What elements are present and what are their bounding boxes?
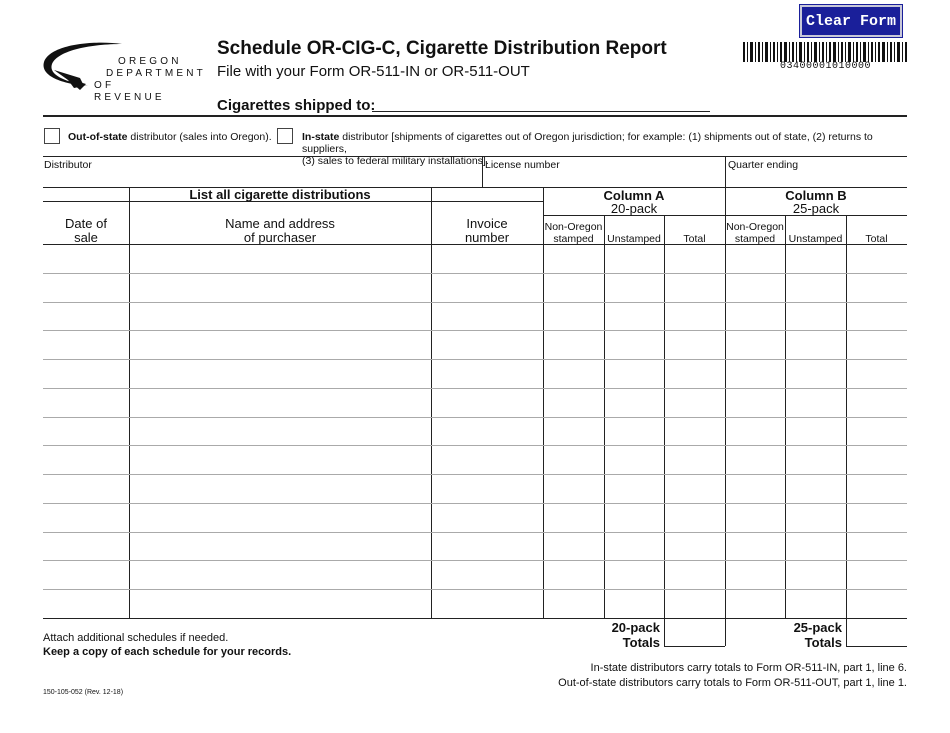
cell-name[interactable]: [131, 333, 433, 358]
cell-invoice[interactable]: [433, 276, 545, 301]
in-state-checkbox[interactable]: [277, 128, 293, 144]
cell-b-total[interactable]: [848, 276, 909, 301]
cell-b-total[interactable]: [848, 391, 909, 416]
cell-b-total[interactable]: [848, 448, 909, 473]
column-b-sub: 25-pack: [792, 201, 840, 216]
table-row-line: [43, 474, 907, 475]
table-row-line: [43, 273, 907, 274]
cell-a-non-oregon[interactable]: [545, 506, 606, 531]
page-title: Schedule OR-CIG-C, Cigarette Distribution Report: [217, 38, 667, 59]
cell-a-non-oregon[interactable]: [545, 247, 606, 272]
barcode-icon: [743, 42, 907, 62]
cell-a-non-oregon[interactable]: [545, 477, 606, 502]
cell-b-total[interactable]: [848, 477, 909, 502]
quarter-ending-input[interactable]: [728, 171, 908, 187]
b-totals-bottom-line: [846, 646, 907, 647]
in-state-carry-note: In-state distributors carry totals to Form OR-511-IN, part 1, line 6.: [590, 662, 907, 674]
keep-copy-note: Keep a copy of each schedule for your records.: [43, 646, 292, 658]
cell-a-non-oregon[interactable]: [545, 276, 606, 301]
b-totals-label: 25-pack Totals: [793, 620, 842, 650]
cell-a-total[interactable]: [666, 592, 727, 617]
clear-form-button[interactable]: Clear Form: [800, 5, 902, 37]
cell-a-unstamped[interactable]: [606, 448, 666, 473]
cell-a-non-oregon[interactable]: [545, 333, 606, 358]
cell-a-non-oregon[interactable]: [545, 535, 606, 560]
cell-name[interactable]: [131, 391, 433, 416]
cell-a-non-oregon[interactable]: [545, 305, 606, 330]
out-of-state-checkbox[interactable]: [44, 128, 60, 144]
cell-date[interactable]: [45, 276, 131, 301]
cell-date[interactable]: [45, 362, 131, 387]
cell-a-total[interactable]: [666, 305, 727, 330]
cell-a-unstamped[interactable]: [606, 305, 666, 330]
table-row-line: [43, 560, 907, 561]
cell-b-non-oregon[interactable]: [727, 420, 787, 445]
cell-date[interactable]: [45, 333, 131, 358]
cell-b-unstamped[interactable]: [787, 276, 848, 301]
cell-name[interactable]: [131, 305, 433, 330]
license-number-label: License number: [485, 159, 560, 171]
cell-a-unstamped[interactable]: [606, 362, 666, 387]
cell-b-unstamped[interactable]: [787, 247, 848, 272]
column-b-title: Column B: [785, 188, 847, 203]
cell-b-non-oregon[interactable]: [727, 592, 787, 617]
cell-a-total[interactable]: [666, 563, 727, 588]
cell-name[interactable]: [131, 276, 433, 301]
cell-name[interactable]: [131, 448, 433, 473]
cell-b-total[interactable]: [848, 535, 909, 560]
cell-invoice[interactable]: [433, 592, 545, 617]
cell-a-unstamped[interactable]: [606, 477, 666, 502]
info-row-top-line: [43, 156, 907, 157]
cell-b-unstamped[interactable]: [787, 305, 848, 330]
cell-invoice[interactable]: [433, 477, 545, 502]
cell-a-total[interactable]: [666, 535, 727, 560]
attach-note: Attach additional schedules if needed.: [43, 632, 229, 644]
cell-b-non-oregon[interactable]: [727, 333, 787, 358]
cell-a-non-oregon[interactable]: [545, 563, 606, 588]
b-total-header: Total: [865, 233, 888, 245]
cell-name[interactable]: [131, 563, 433, 588]
cell-b-unstamped[interactable]: [787, 477, 848, 502]
cell-invoice[interactable]: [433, 333, 545, 358]
cell-invoice[interactable]: [433, 448, 545, 473]
name-header: Name and address of purchaser: [225, 216, 335, 245]
form-number: 150-105-052 (Rev. 12-18): [43, 689, 124, 696]
column-a-sub: 20-pack: [610, 201, 658, 216]
cell-a-total[interactable]: [666, 247, 727, 272]
cell-a-non-oregon[interactable]: [545, 391, 606, 416]
table-row-line: [43, 388, 907, 389]
cell-b-total[interactable]: [848, 506, 909, 531]
cell-b-non-oregon[interactable]: [727, 247, 787, 272]
cell-b-total[interactable]: [848, 592, 909, 617]
cell-date[interactable]: [45, 448, 131, 473]
cell-name[interactable]: [131, 247, 433, 272]
list-header: List all cigarette distributions: [189, 187, 371, 202]
cell-invoice[interactable]: [433, 305, 545, 330]
b-unstamped-header: Unstamped: [788, 233, 843, 245]
table-row-line: [43, 589, 907, 590]
table-row-line: [43, 359, 907, 360]
logo-line-department: DEPARTMENT: [106, 68, 206, 79]
a-total-header: Total: [683, 233, 706, 245]
barcode-number: 03400001010000: [780, 61, 872, 72]
cell-a-total[interactable]: [666, 276, 727, 301]
shipped-to-label: Cigarettes shipped to:: [217, 97, 376, 114]
cell-a-unstamped[interactable]: [606, 420, 666, 445]
table-row-line: [43, 503, 907, 504]
cell-a-unstamped[interactable]: [606, 506, 666, 531]
cell-invoice[interactable]: [433, 535, 545, 560]
a-total-field[interactable]: [666, 620, 728, 646]
a-totals-label: 20-pack Totals: [611, 620, 660, 650]
cell-date[interactable]: [45, 247, 131, 272]
cell-date[interactable]: [45, 563, 131, 588]
cell-a-unstamped[interactable]: [606, 333, 666, 358]
cell-a-total[interactable]: [666, 362, 727, 387]
info-divider-2: [725, 156, 726, 187]
logo-line-oregon: OREGON: [118, 56, 182, 67]
cell-a-non-oregon[interactable]: [545, 420, 606, 445]
cell-a-non-oregon[interactable]: [545, 362, 606, 387]
cell-a-unstamped[interactable]: [606, 247, 666, 272]
cell-date[interactable]: [45, 592, 131, 617]
page-subtitle: File with your Form OR-511-IN or OR-511-OUT: [217, 63, 530, 80]
cell-b-unstamped[interactable]: [787, 535, 848, 560]
cell-b-non-oregon[interactable]: [727, 276, 787, 301]
cell-date[interactable]: [45, 506, 131, 531]
cell-b-unstamped[interactable]: [787, 391, 848, 416]
in-state-label: In-state distributor [shipments of cigarettes out of Oregon jurisdiction; for example: (1) shipments out of state, (2) returns to suppliers, (3) sales to federal military installations].: [302, 131, 873, 167]
distributor-input[interactable]: [44, 171, 484, 187]
out-state-carry-note: Out-of-state distributors carry totals to Form OR-511-OUT, part 1, line 1.: [558, 677, 907, 689]
cell-a-total[interactable]: [666, 333, 727, 358]
cell-b-non-oregon[interactable]: [727, 362, 787, 387]
cell-b-unstamped[interactable]: [787, 592, 848, 617]
table-row-line: [43, 532, 907, 533]
date-header: Date of sale: [65, 216, 107, 245]
cell-b-unstamped[interactable]: [787, 420, 848, 445]
cell-b-unstamped[interactable]: [787, 448, 848, 473]
table-row-line: [43, 618, 907, 619]
b-total-field[interactable]: [848, 620, 910, 646]
cell-a-non-oregon[interactable]: [545, 448, 606, 473]
distributor-label: Distributor: [44, 159, 92, 171]
cell-a-unstamped[interactable]: [606, 391, 666, 416]
cell-b-non-oregon[interactable]: [727, 391, 787, 416]
cell-name[interactable]: [131, 420, 433, 445]
cell-invoice[interactable]: [433, 563, 545, 588]
logo-line-of-revenue: OF REVENUE: [94, 80, 165, 103]
shipped-to-input[interactable]: [374, 95, 712, 113]
table-row-line: [43, 445, 907, 446]
cell-invoice[interactable]: [433, 420, 545, 445]
cell-b-total[interactable]: [848, 305, 909, 330]
cell-a-total[interactable]: [666, 448, 727, 473]
cell-a-unstamped[interactable]: [606, 535, 666, 560]
cell-b-unstamped[interactable]: [787, 506, 848, 531]
cell-invoice[interactable]: [433, 391, 545, 416]
cell-invoice[interactable]: [433, 247, 545, 272]
cell-a-total[interactable]: [666, 477, 727, 502]
cell-name[interactable]: [131, 477, 433, 502]
cell-name[interactable]: [131, 592, 433, 617]
cell-name[interactable]: [131, 362, 433, 387]
a-totals-bottom-line: [664, 646, 725, 647]
a-non-oregon-header: Non-Oregon stamped: [544, 221, 603, 245]
cell-a-unstamped[interactable]: [606, 592, 666, 617]
quarter-ending-label: Quarter ending: [728, 159, 799, 171]
cell-b-total[interactable]: [848, 362, 909, 387]
cell-a-unstamped[interactable]: [606, 563, 666, 588]
cell-b-non-oregon[interactable]: [727, 305, 787, 330]
cell-a-unstamped[interactable]: [606, 276, 666, 301]
license-number-input[interactable]: [485, 171, 727, 187]
b-non-oregon-header: Non-Oregon stamped: [726, 221, 784, 245]
cell-date[interactable]: [45, 420, 131, 445]
table-header-bottom-line: [43, 244, 907, 245]
cell-b-non-oregon[interactable]: [727, 506, 787, 531]
a-unstamped-header: Unstamped: [607, 233, 661, 245]
cell-date[interactable]: [45, 535, 131, 560]
cell-a-total[interactable]: [666, 506, 727, 531]
cell-b-non-oregon[interactable]: [727, 477, 787, 502]
cell-date[interactable]: [45, 305, 131, 330]
oregon-dor-logo: [40, 40, 206, 103]
cell-b-unstamped[interactable]: [787, 333, 848, 358]
cell-b-unstamped[interactable]: [787, 362, 848, 387]
cell-b-total[interactable]: [848, 563, 909, 588]
column-a-title: Column A: [603, 188, 665, 203]
cell-b-total[interactable]: [848, 420, 909, 445]
table-row-line: [43, 330, 907, 331]
cell-b-non-oregon[interactable]: [727, 535, 787, 560]
info-divider-1: [482, 156, 483, 187]
cell-a-non-oregon[interactable]: [545, 592, 606, 617]
cell-a-total[interactable]: [666, 391, 727, 416]
table-row-line: [43, 302, 907, 303]
cell-invoice[interactable]: [433, 362, 545, 387]
cell-date[interactable]: [45, 391, 131, 416]
cell-b-unstamped[interactable]: [787, 563, 848, 588]
cell-invoice[interactable]: [433, 506, 545, 531]
cell-name[interactable]: [131, 535, 433, 560]
cell-date[interactable]: [45, 477, 131, 502]
cell-b-total[interactable]: [848, 333, 909, 358]
table-row-line: [43, 417, 907, 418]
cell-b-non-oregon[interactable]: [727, 563, 787, 588]
invoice-header: Invoice number: [464, 216, 510, 245]
header-divider: [43, 115, 907, 117]
out-of-state-label: Out-of-state distributor (sales into Oregon).: [68, 131, 272, 143]
cell-name[interactable]: [131, 506, 433, 531]
cell-b-total[interactable]: [848, 247, 909, 272]
cell-b-non-oregon[interactable]: [727, 448, 787, 473]
cell-a-total[interactable]: [666, 420, 727, 445]
